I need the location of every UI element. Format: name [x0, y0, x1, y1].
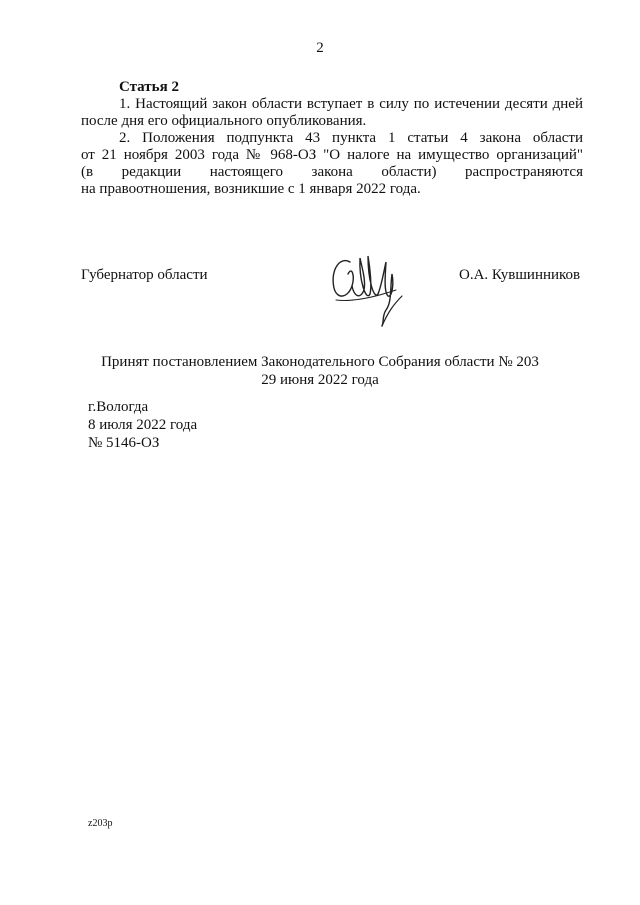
paragraph-line: от 21 ноября 2003 года № 968-ОЗ "О налоге на имущество организаций" [81, 147, 583, 163]
adoption-line-2: 29 июня 2022 года [261, 372, 379, 388]
paragraph-line: 2. Положения подпункта 43 пункта 1 статьи 4 закона области [119, 130, 583, 146]
governor-name: О.А. Кувшинников [459, 267, 581, 283]
governor-position: Губернатор области [81, 267, 208, 283]
adoption-note [0, 353, 640, 389]
article-title: Статья 2 [119, 79, 179, 95]
article-paragraph-1 [81, 96, 583, 130]
document-code: z203p [88, 818, 113, 829]
paragraph-line: (в редакции настоящего закона области) распространяются [81, 164, 583, 180]
page-number: 2 [316, 40, 324, 56]
paragraph-line: на правоотношения, возникшие с 1 января 2022 года. [81, 181, 421, 197]
handwritten-signature [322, 240, 412, 330]
law-number: № 5146-ОЗ [88, 435, 160, 451]
paragraph-line: 1. Настоящий закон области вступает в силу по истечении десяти дней [119, 96, 583, 112]
adoption-line-1: Принят постановлением Законодательного Собрания области № 203 [101, 354, 539, 370]
place-date-block [88, 398, 197, 452]
signing-date: 8 июля 2022 года [88, 417, 198, 433]
city: г.Вологда [88, 399, 149, 415]
article-paragraph-2 [81, 130, 583, 198]
paragraph-line: после дня его официального опубликования. [81, 113, 367, 129]
